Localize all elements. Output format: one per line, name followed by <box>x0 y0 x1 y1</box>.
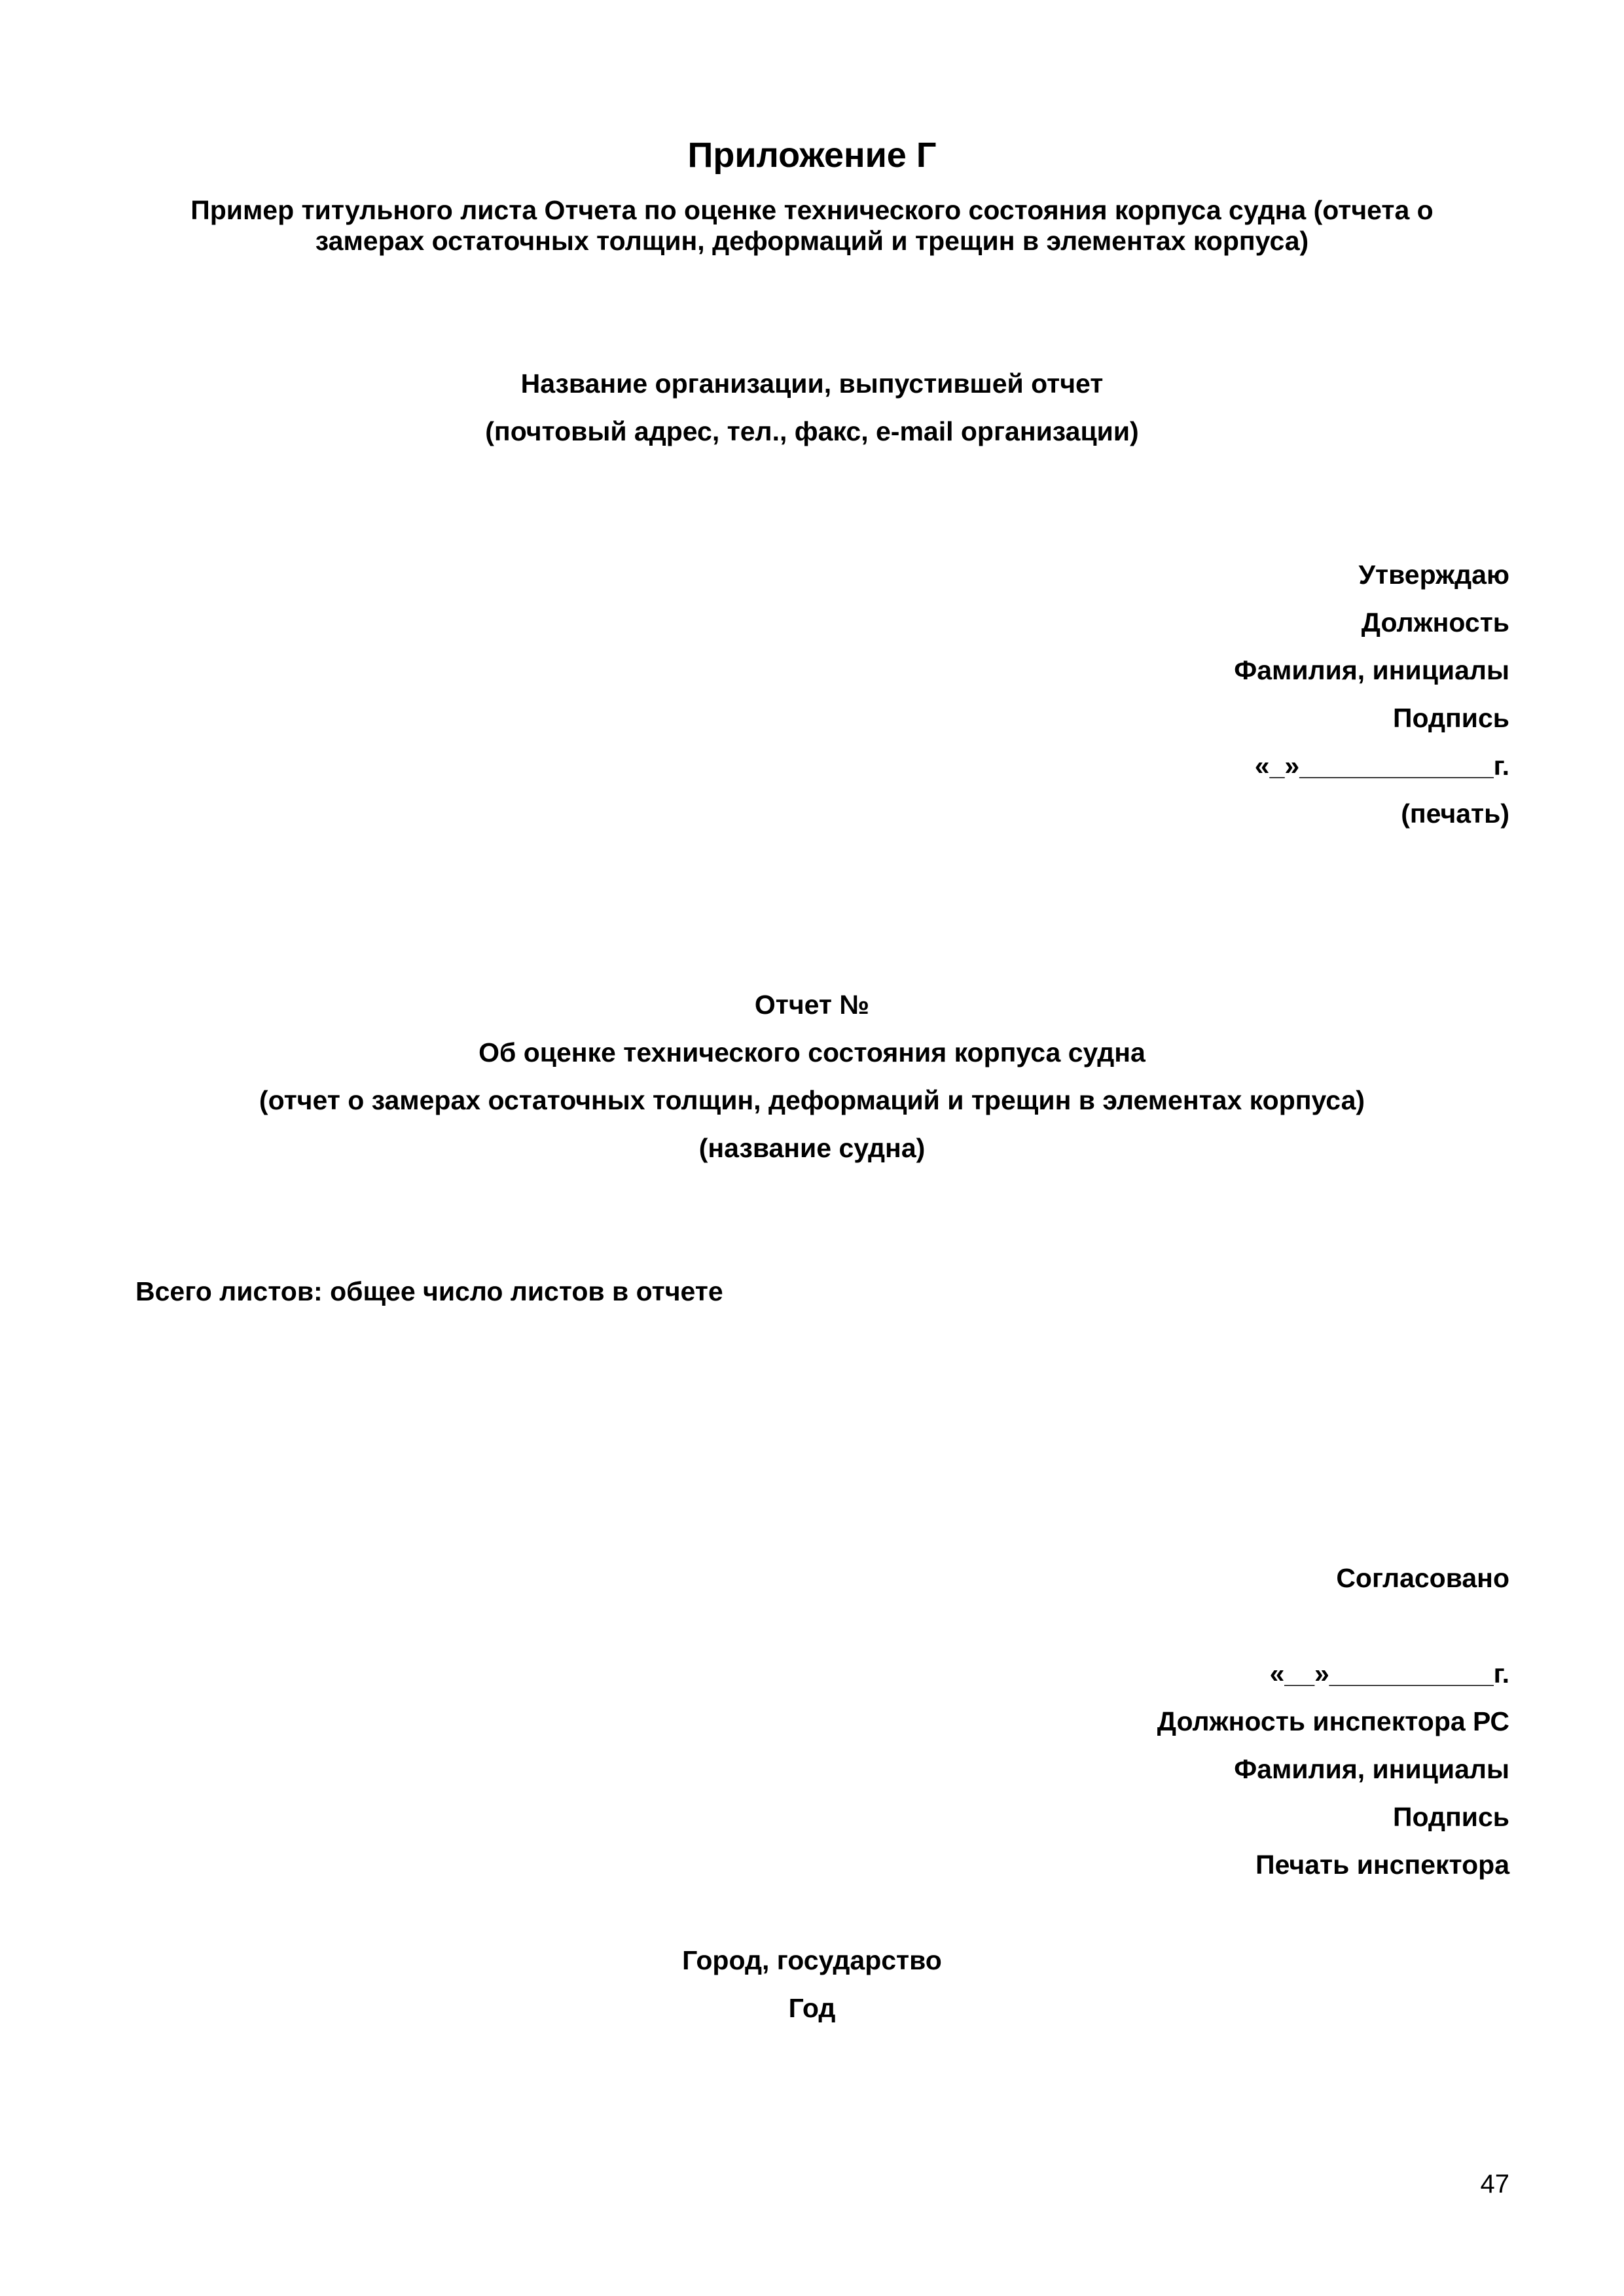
page-number: 47 <box>1480 2170 1509 2198</box>
agreement-date: «__»___________г. <box>1269 1659 1509 1689</box>
approval-date: «_»_____________г. <box>1254 751 1509 781</box>
subtitle-line-1: Пример титульного листа Отчета по оценке технического состояния корпуса судна (отчета о <box>190 195 1434 225</box>
report-number: Отчет № <box>754 990 870 1020</box>
page-title: Приложение Г <box>687 135 937 175</box>
approval-signature: Подпись <box>1393 703 1509 733</box>
approval-position: Должность <box>1361 607 1509 637</box>
approval-stamp: (печать) <box>1401 798 1509 829</box>
subtitle-line-2: замерах остаточных толщин, деформаций и трещин в элементах корпуса) <box>315 226 1309 256</box>
organization-name: Название организации, выпустившей отчет <box>520 368 1104 399</box>
report-subject: Об оценке технического состояния корпуса судна <box>478 1037 1146 1067</box>
approval-name: Фамилия, инициалы <box>1234 655 1509 685</box>
report-description: (отчет о замерах остаточных толщин, деформаций и трещин в элементах корпуса) <box>259 1085 1365 1115</box>
agreement-name: Фамилия, инициалы <box>1234 1754 1509 1784</box>
agreement-agreed: Согласовано <box>1336 1563 1509 1593</box>
agreement-stamp: Печать инспектора <box>1255 1850 1509 1880</box>
organization-contacts: (почтовый адрес, тел., факс, e-mail организации) <box>485 416 1139 446</box>
approval-approve: Утверждаю <box>1358 560 1509 590</box>
footer-city: Город, государство <box>682 1945 942 1975</box>
report-ship-name: (название судна) <box>698 1133 926 1163</box>
footer-year: Год <box>788 1993 836 2023</box>
agreement-inspector-position: Должность инспектора РС <box>1157 1706 1509 1736</box>
agreement-signature: Подпись <box>1393 1802 1509 1832</box>
total-sheets: Всего листов: общее число листов в отчете <box>135 1276 723 1306</box>
